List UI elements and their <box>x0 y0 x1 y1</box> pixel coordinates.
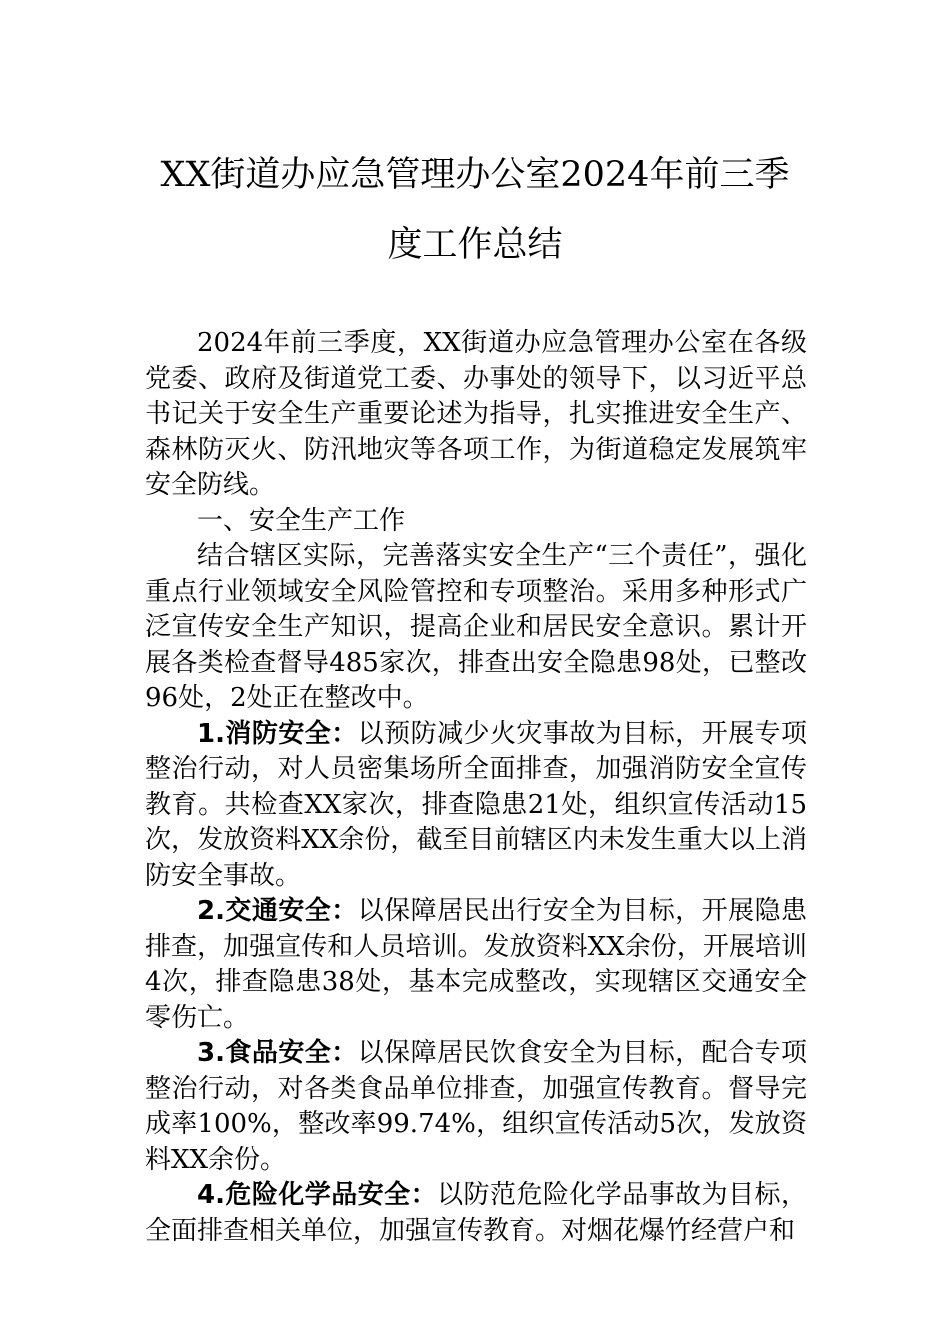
item-text: 以防范危险化学品事故为目标，全面排查相关单位，加强宣传教育。对烟花爆竹经营户和 <box>145 1180 807 1246</box>
item-lead: 4.危险化学品安全： <box>197 1180 438 1210</box>
item-traffic-safety <box>145 894 807 1036</box>
item-text: 以保障居民饮食安全为目标，配合专项整治行动，对各类食品单位排查，加强宣传教育。督导完成率100%，整改率99.74%，组织宣传活动5次，发放资料XX余份。 <box>145 1038 807 1175</box>
item-text: 以预防减少火灾事故为目标，开展专项整治行动，对人员密集场所全面排查，加强消防安全宣传教育。共检查XX家次，排查隐患21处，组织宣传活动15次，发放资料XX余份，截至目前辖区内未发生重大以上消防安全事故。 <box>145 718 807 891</box>
item-lead: 3.食品安全： <box>197 1038 358 1068</box>
document-title <box>130 140 820 280</box>
item-text: 以保障居民出行安全为目标，开展隐患排查，加强宣传和人员培训。发放资料XX余份，开展培训4次，排查隐患38处，基本完成整改，实现辖区交通安全零伤亡。 <box>145 896 807 1033</box>
section-paragraph-safety-production: 结合辖区实际，完善落实安全生产“三个责任”，强化重点行业领域安全风险管控和专项整治。采用多种形式广泛宣传安全生产知识，提高企业和居民安全意识。累计开展各类检查督导485家次，排查出安全隐患98处，已整改96处，2处正在整改中。 <box>145 541 807 713</box>
item-lead: 1.消防安全： <box>197 718 358 749</box>
title-line-2: 度工作总结 <box>387 225 563 265</box>
title-line-1: XX街道办应急管理办公室2024年前三季 <box>160 155 790 195</box>
section-heading-safety-production: 一、安全生产工作 <box>197 505 406 536</box>
item-fire-safety <box>145 717 807 895</box>
item-lead: 2.交通安全： <box>197 896 358 926</box>
document-body <box>145 326 807 1249</box>
item-food-safety <box>145 1036 807 1178</box>
intro-paragraph: 2024年前三季度，XX街道办应急管理办公室在各级党委、政府及街道党工委、办事处的领导下，以习近平总书记关于安全生产重要论述为指导，扎实推进安全生产、森林防灭火、防汛地灾等各项工作，为街道稳定发展筑牢安全防线。 <box>145 328 807 500</box>
item-hazardous-chemicals-safety <box>145 1178 807 1249</box>
